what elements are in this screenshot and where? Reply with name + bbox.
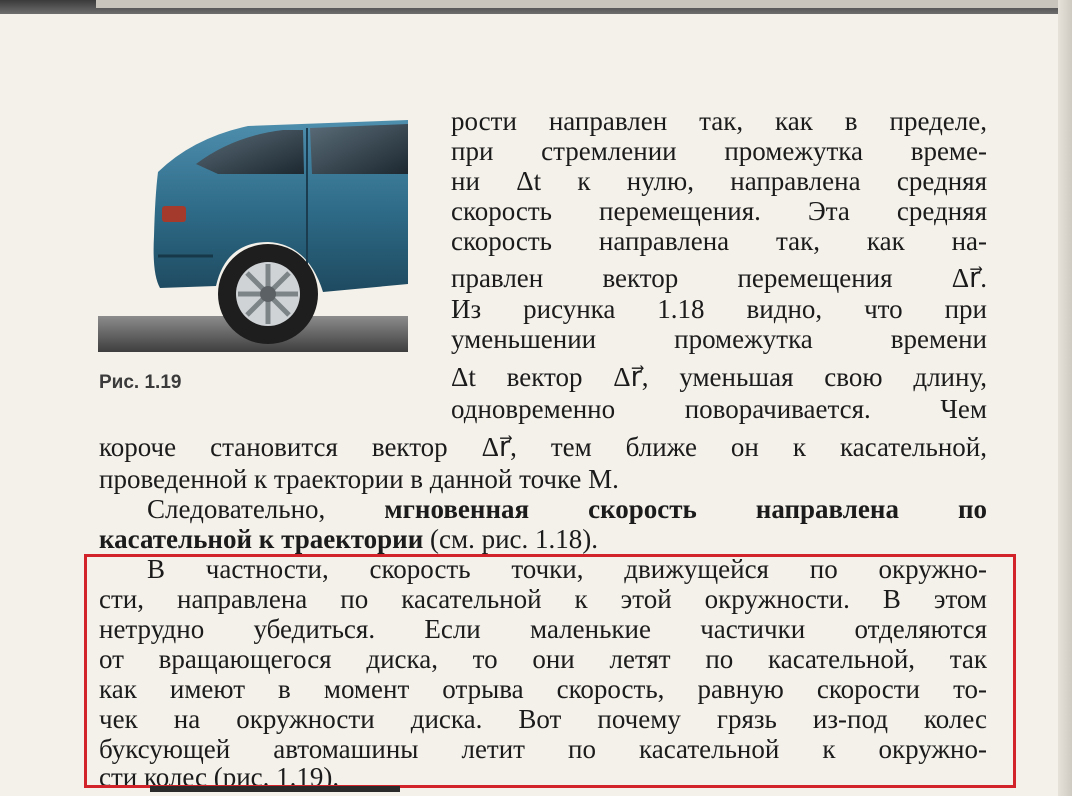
conclusion-bold-1: мгновенная скорость направлена по [384,494,988,524]
highlight-box [84,554,1016,788]
text-line: уменьшении промежутка времени [451,324,987,354]
text-line: при стремлении промежутка време- [451,136,987,166]
car-figure [98,116,408,352]
cut-off-next-line [150,786,400,796]
conclusion-lead: Следовательно, [147,494,326,524]
text-line: нетрудно убедиться. Если маленькие частички отделяются [99,614,987,644]
text-line: от вращающегося диска, то они летят по касательной, так [99,644,987,674]
text-line: короче становится вектор Δr⃗, тем ближе он к касательной, [99,432,987,462]
text-line: проведенной к траектории в данной точке M. [99,464,619,494]
text-line: правлен вектор перемещения Δr⃗. [451,263,987,293]
text-line: скорость направлена так, как на- [451,226,987,256]
text-line: сти колес (рис. 1.19). [99,762,340,792]
text-line: Из рисунка 1.18 видно, что при [451,294,987,324]
text-line: одновременно поворачивается. Чем [451,394,987,424]
text-line: Δt вектор Δr⃗, уменьшая свою длину, [451,362,987,392]
car-side-window [310,124,408,174]
conclusion-ref: (см. рис. 1.18). [430,524,599,554]
text-line: рости направлен так, как в пределе, [451,106,987,136]
scan-top-strip-light [96,0,1072,8]
car-wheel-hub [260,286,276,302]
car-illustration [98,116,408,352]
conclusion-bold-2: касательной к траектории [99,524,424,554]
text-line: сти, направлена по касательной к этой окружности. В этом [99,584,987,614]
text-line-bold-intro [99,494,987,524]
mud-particles [124,292,213,316]
text-line: буксующей автомашины летит по касательной к окружно- [99,734,987,764]
text-line: ни Δt к нулю, направлена средняя [451,166,987,196]
text-line: В частности, скорость точки, движущейся по окружно- [147,554,987,584]
text-line-bold-end [99,524,987,554]
car-tail-light [162,206,186,222]
page-edge [1058,0,1072,796]
text-line: как имеют в момент отрыва скорость, равную скорости то- [99,674,987,704]
text-line: чек на окружности диска. Вот почему грязь из-под колес [99,704,987,734]
text-line: скорость перемещения. Эта средняя [451,196,987,226]
figure-caption: Рис. 1.19 [99,372,182,393]
